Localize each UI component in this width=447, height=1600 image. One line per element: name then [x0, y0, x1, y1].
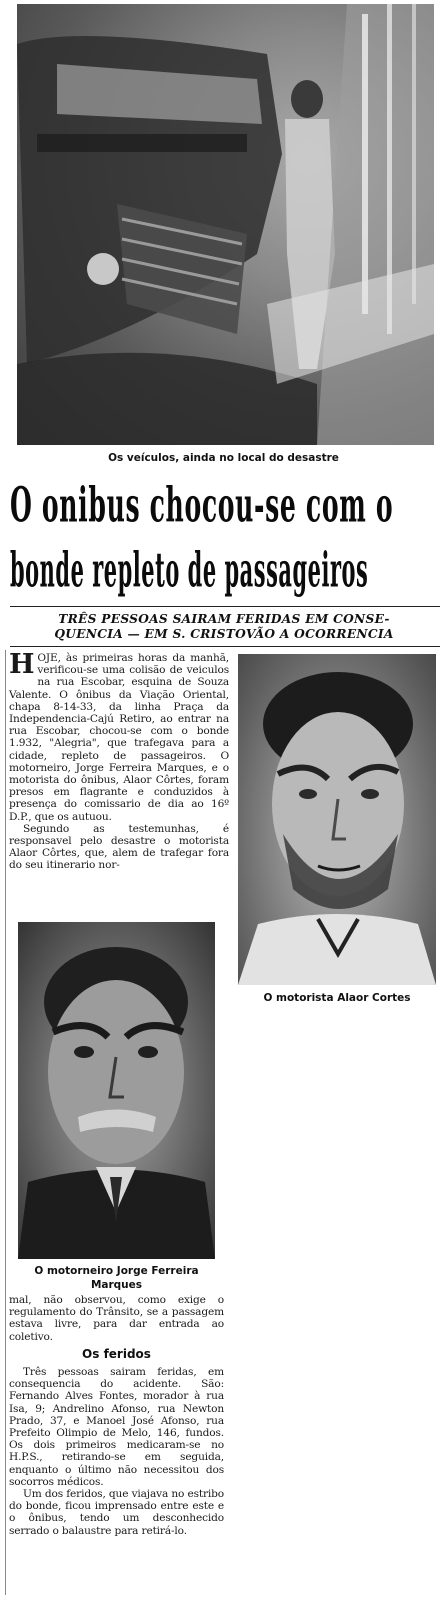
continuation-text-block	[9, 1294, 224, 1343]
subheadline-line-2: QUENCIA — EM S. CRISTOVÃO A OCORRENCIA	[54, 627, 394, 641]
headline-line-1: O onibus chocou-se com o	[10, 476, 394, 533]
motorman-photo-caption-line-2: Marques	[90, 1279, 143, 1291]
motorman-portrait-photo	[18, 922, 215, 1259]
accident-photo-caption: Os veículos, ainda no local do desastre	[108, 452, 339, 464]
lead-text-block	[9, 649, 229, 872]
headline-line-2: bonde repleto de passageiros	[10, 541, 369, 598]
headline-divider	[10, 606, 440, 607]
drop-cap: H	[9, 649, 35, 680]
injured-paragraph-2: Um dos feridos, que viajava no estribo do bonde, ficou imprensado entre este e o ônibus, tendo um desconhecido serrado o balaustre para retirá-lo.	[9, 1488, 224, 1537]
motorman-photo-caption-line-1: O motorneiro Jorge Ferreira	[34, 1265, 199, 1277]
lead-paragraph: OJE, às primeiras horas da manhã, verificou-se uma colisão de veiculos na rua Escobar, esquina de Souza Valente. O ônibus da Viação Oriental, chapa 8-14-33, da linha Praça da Independencia-Cajú Retiro, ao entrar na rua Escobar, chocou-se com o bonde 1.932, "Alegria", que trafegava para a cidade, repleto de passageiros. O motorneiro, Jorge Ferreira Marques, e o motorista do ônibus, Alaor Côrtes, foram presos em flagrante e conduzidos à presença do comissario de dia ao 16º D.P., que os autuou.	[9, 652, 229, 823]
left-column-rule	[5, 650, 6, 1595]
accident-scene-photo	[17, 4, 434, 445]
injured-text-block	[9, 1366, 224, 1537]
driver-photo-caption: O motorista Alaor Cortes	[263, 992, 411, 1004]
second-paragraph: Segundo as testemunhas, é responsavel pelo desastre o motorista Alaor Côrtes, que, alem de trafegar fora do seu itinerario nor-	[9, 822, 229, 872]
injured-paragraph-1: Três pessoas sairam feridas, em consequencia do acidente. São: Fernando Alves Fontes, morador à rua Isa, 9; Andrelino Afonso, rua Newton Prado, 37, e Manoel José Afonso, rua Prefeito Olimpio de Melo, 146, fundos. Os dois primeiros medicaram-se no H.P.S., retirando-se em seguida, enquanto o último não necessitou dos socorros médicos.	[9, 1366, 224, 1488]
subheadline-divider	[10, 646, 440, 647]
continuation-paragraph: mal, não observou, como exige o regulamento do Trânsito, se a passagem estava livre, para dar entrada ao coletivo.	[9, 1294, 224, 1343]
section-heading-injured: Os feridos	[82, 1347, 151, 1361]
subheadline-line-1: TRÊS PESSOAS SAIRAM FERIDAS EM CONSE-	[58, 612, 390, 626]
driver-portrait-photo	[238, 654, 436, 985]
